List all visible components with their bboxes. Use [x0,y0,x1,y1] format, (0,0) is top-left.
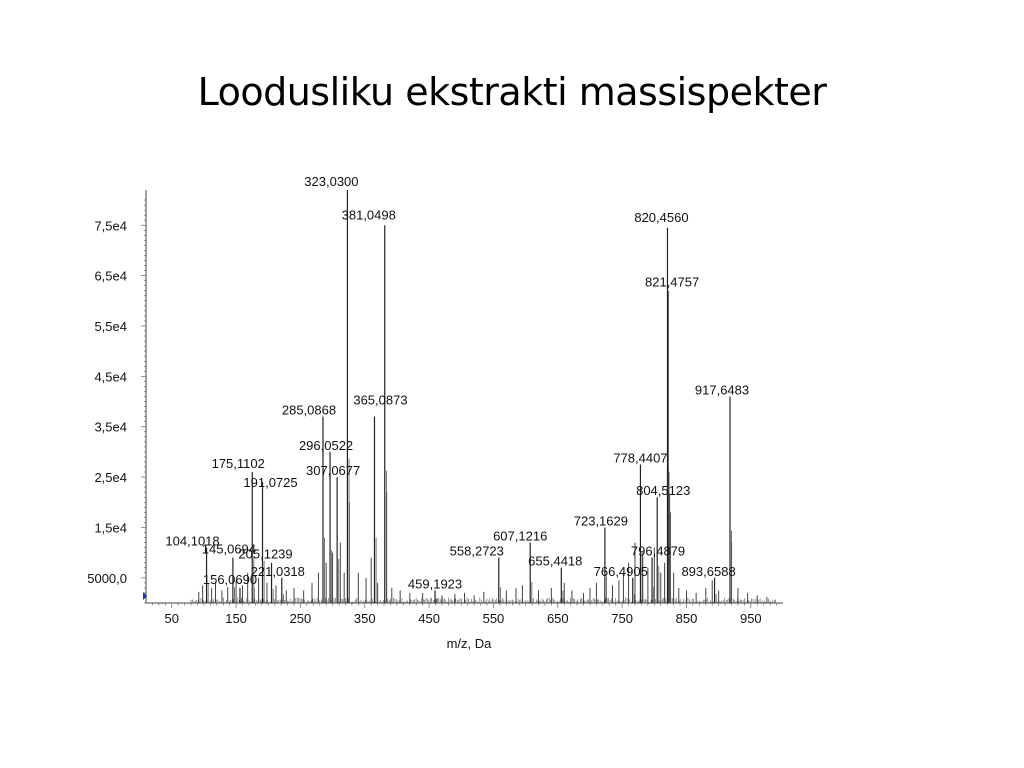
y-tick-label: 5,5e4 [94,318,127,334]
x-tick-label: 250 [289,611,312,626]
x-tick-label: 350 [353,611,376,626]
peak-label: 459,1923 [407,576,463,592]
chart-axes [87,190,783,626]
x-tick-label: 750 [611,611,633,626]
x-tick-label: 950 [739,611,762,626]
x-tick-label: 550 [482,611,505,626]
x-tick-label: 150 [225,611,247,626]
peak-label: 655,4418 [528,553,583,569]
peak-label: 323,0300 [304,174,359,189]
x-tick-label: 850 [675,611,698,626]
x-tick-label: 450 [418,611,440,626]
peak-label: 804,5123 [636,483,691,499]
x-tick-label: 50 [164,611,179,626]
peak-label: 766,4905 [593,563,648,579]
slide-title: Loodusliku ekstrakti massispekter [197,70,827,114]
peak-label: 307,0677 [306,463,361,479]
y-tick-label: 4,5e4 [94,369,127,385]
peak-label: 285,0868 [281,402,337,418]
peak-label: 365,0873 [353,392,408,408]
peak-label: 296,0522 [298,437,354,453]
peak-label: 723,1629 [573,513,628,529]
y-tick-label: 1,5e4 [94,520,127,536]
peak-label: 191,0725 [243,475,298,491]
peak-label: 205,1239 [238,546,293,562]
peak-label: 607,1216 [493,528,548,544]
peak-label: 796,4879 [630,543,686,559]
peak-label: 893,6588 [681,563,736,579]
peak-label: 820,4560 [634,209,689,225]
y-tick-label: 5000,0 [87,570,127,586]
peak-label: 917,6483 [694,382,750,398]
y-tick-label: 2,5e4 [94,470,127,486]
peak-label: 558,2723 [449,543,504,559]
y-tick-label: 3,5e4 [94,419,127,435]
peak-labels [165,174,749,591]
peak-label: 145,0694 [201,541,257,557]
peak-label: 381,0498 [341,207,396,223]
peak-label: 821,4757 [645,274,700,290]
labeled-peaks [207,190,732,603]
x-axis-title: m/z, Da [446,636,492,651]
peak-label: 156,0690 [202,571,258,587]
peak-label: 778,4407 [613,450,668,466]
peak-label: 221,0318 [250,563,305,579]
y-tick-label: 6,5e4 [94,268,127,284]
y-tick-label: 7,5e4 [94,218,127,234]
peak-label: 104,1018 [165,533,220,549]
x-tick-label: 650 [546,611,569,626]
peak-label: 175,1102 [211,456,265,472]
